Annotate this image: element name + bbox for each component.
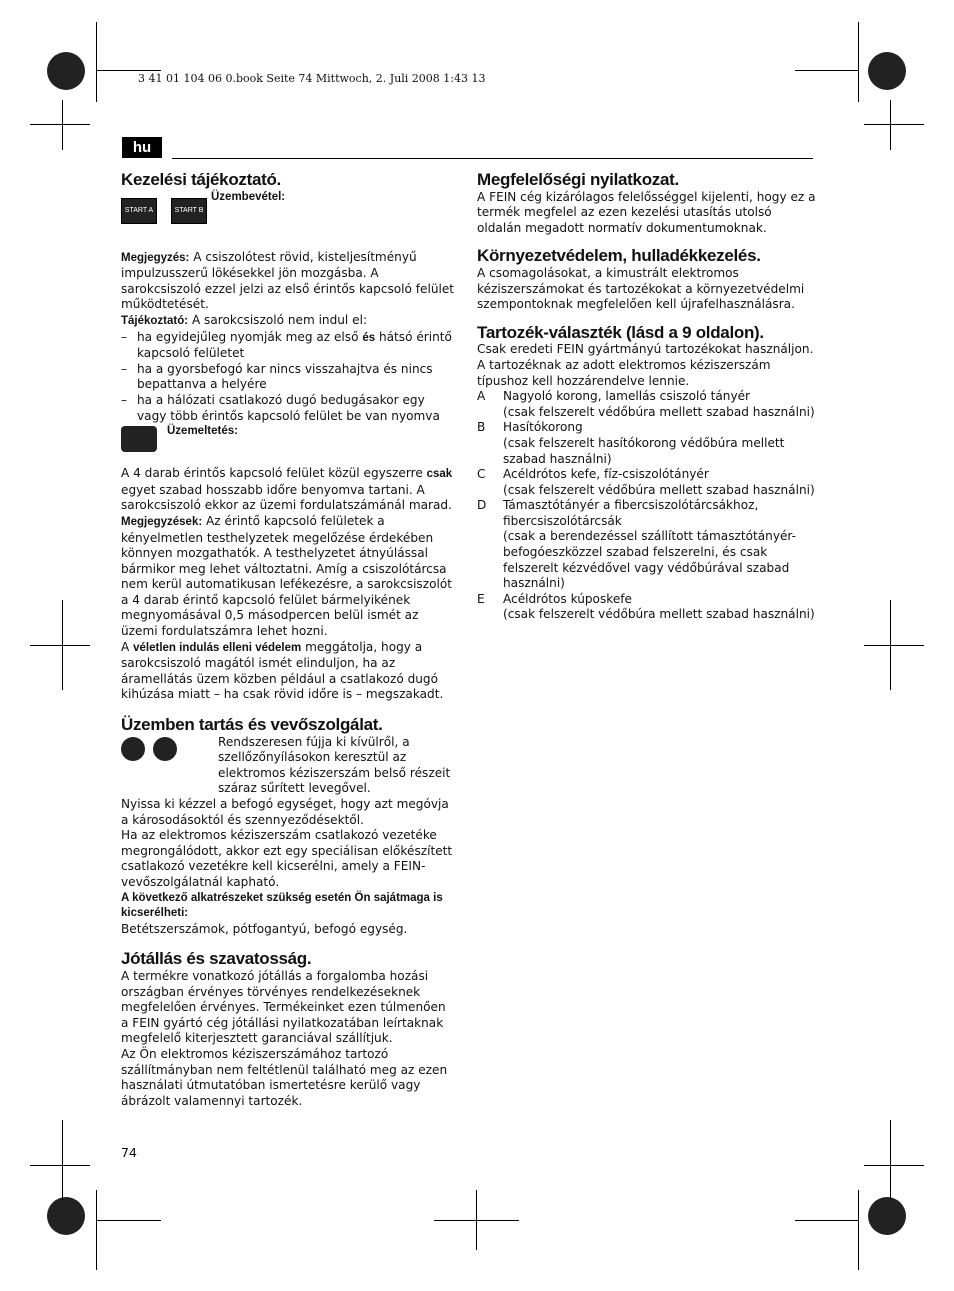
section-title-warranty: Jótállás és szavatosság. <box>121 949 312 969</box>
maintenance-paragraph: Nyissa ki kézzel a befogó egységet, hogy azt megóvja a károsodásoktól és szennyeződésektől. <box>121 797 449 827</box>
maintenance-paragraph: Rendszeresen fújja ki kívülről, a szellőzőnyílásokon keresztül az elektromos kéziszerszám belső részeit száraz sűrített levegővel. <box>218 734 451 796</box>
protection-paragraph: A véletlen indulás elleni védelem meggátolja, hogy a sarokcsiszoló magától ismét elinduljon, ha az áramellátás üzem közben például a csatlakozó dugó kihúzása miatt – ha csak rövid időre is – megszakadt. <box>121 639 444 702</box>
start-label: Üzembevétel: <box>211 190 286 203</box>
print-file-line: 3 41 01 104 06 0.book Seite 74 Mittwoch, 2. Juli 2008 1:43 13 <box>138 72 486 85</box>
operation-label: Üzemeltetés: <box>167 425 238 438</box>
registration-wheel-icon <box>47 52 85 90</box>
registration-wheel-icon <box>868 52 906 90</box>
accessories-paragraph: Csak eredeti FEIN gyártmányú tartozékokat használjon. A tartozéknak az adott elektromos kéziszerszám típushoz kell hozzárendelve lennie. <box>477 342 814 388</box>
section-title-environment: Környezetvédelem, hulladékkezelés. <box>477 246 761 266</box>
registration-wheel-icon <box>868 1197 906 1235</box>
note-paragraph: Megjegyzés: A csiszolótest rövid, kisteljesítményű impulzusszerű lökésekkel jön mozgásba. A sarokcsiszoló ezzel jelzi az első érintős kapcsoló felület működtetését. <box>121 249 455 312</box>
accessory-item: B Hasítókorong (csak felszerelt hasítókorong védőbúra mellett szabad használni) <box>477 420 785 466</box>
operation-hand-icon <box>121 426 157 452</box>
operation-paragraph: A 4 darab érintős kapcsoló felület közül egyszerre csak egyet szabad hosszabb időre benyomva tartani. A sarokcsiszoló ekkor az üzemi fordulatszámánál marad. <box>121 466 453 513</box>
replaceable-parts-list: Betétszerszámok, pótfogantyú, befogó egység. <box>121 921 408 936</box>
accessory-item: E Acéldrótos kúposkefe (csak felszerelt védőbúra mellett szabad használni) <box>477 591 815 622</box>
warranty-paragraph: Az Ön elektromos kéziszerszámához tartozó szállítmányban nem feltétlenül található meg az ezen használati útmutatóban ismertetésre kerülő vagy ábrázolt valamennyi tartozék. <box>121 1046 448 1108</box>
registration-wheel-icon <box>47 1197 85 1235</box>
header-rule <box>172 158 813 159</box>
conformity-paragraph: A FEIN cég kizárólagos felelősséggel kijelenti, hogy ez a termék megfelel az ezen kezelési utasítás utolsó oldalán megadott normatív dokumentumoknak. <box>477 189 816 235</box>
section-title-accessories: Tartozék-választék (lásd a 9 oldalon). <box>477 322 764 342</box>
language-tag: hu <box>122 137 162 158</box>
dash-item: – ha a gyorsbefogó kar nincs visszahajtva és nincs bepattanva a helyére <box>121 361 433 392</box>
section-title-maintenance: Üzemben tartás és vevőszolgálat. <box>121 715 383 735</box>
notes-paragraph: Megjegyzések: Az érintő kapcsoló felületek a kényelmetlen testhelyzetek megelőzése érdekében könnyen mozgathatók. A testhelyzetet átnyúlással bármikor meg lehet változtatni. Amíg a csiszolótárcsa nem kerül automatikusan lefékezésre, a sarokcsiszolót a 4 darab érintő kapcsoló felület bármelyikének megnyomásával 0,5 másodpercen belül ismét az üzemi fordulatszámra lehet hozni. <box>121 513 452 639</box>
warranty-paragraph: A termékre vonatkozó jótállás a forgalomba hozási országban érvényes törvényes rendelkezéseknek megfelelően érvényes. Termékeinket ezen túlmenően a FEIN gyártó cég jótállási nyilatkozatában leírtaknak megfelelő kiterjesztett garanciával szállítjuk. <box>121 968 446 1046</box>
environment-paragraph: A csomagolásokat, a kimustrált elektromos kéziszerszámokat és tartozékokat a környezetvédelmi szempontoknak megfelelően kell újrafelhasználásra. <box>477 265 805 312</box>
start-b-icon: START B <box>171 198 207 224</box>
info-paragraph: Tájékoztató: A sarokcsiszoló nem indul el: <box>121 312 368 327</box>
section-title-operation: Kezelési tájékoztató. <box>121 170 281 189</box>
section-title-conformity: Megfelelőségi nyilatkozat. <box>477 170 679 189</box>
replaceable-parts-heading: A következő alkatrészeket szükség esetén Ön sajátmaga is kicserélheti: <box>121 891 443 920</box>
left-column <box>121 172 456 1109</box>
accessory-item: D Támasztótányér a fibercsiszolótárcsákhoz, fibercsiszolótárcsák (csak a berendezéssel szállított támasztótányér-befogóeszközzel szabad felszerelni, és csak felszerelt kézvédővel vagy védőbúrával szabad használni) <box>477 498 796 591</box>
dash-item: – ha egyidejűleg nyomják meg az első és hátsó érintő kapcsoló felületet <box>121 329 452 361</box>
air-blow-icon <box>153 737 177 761</box>
right-column <box>477 172 817 623</box>
goggles-icon <box>121 737 145 761</box>
maintenance-paragraph: Ha az elektromos kéziszerszám csatlakozó vezetéke megrongálódott, akkor ezt egy speciálisan előkészített csatlakozó vezetékre kell kicserélni, amely a FEIN-vevőszolgálatnál kapható. <box>121 828 453 889</box>
start-a-icon: START A <box>121 198 157 224</box>
accessory-item: C Acéldrótos kefe, fíz-csiszolótányér (csak felszerelt védőbúra mellett szabad használni) <box>477 467 815 497</box>
page-number: 74 <box>121 1145 137 1160</box>
dash-item: – ha a hálózati csatlakozó dugó bedugásakor egy vagy több érintős kapcsoló felület be van nyomva <box>121 392 440 423</box>
accessory-item: A Nagyoló korong, lamellás csiszoló tányér (csak felszerelt védőbúra mellett szabad használni) <box>477 389 815 419</box>
